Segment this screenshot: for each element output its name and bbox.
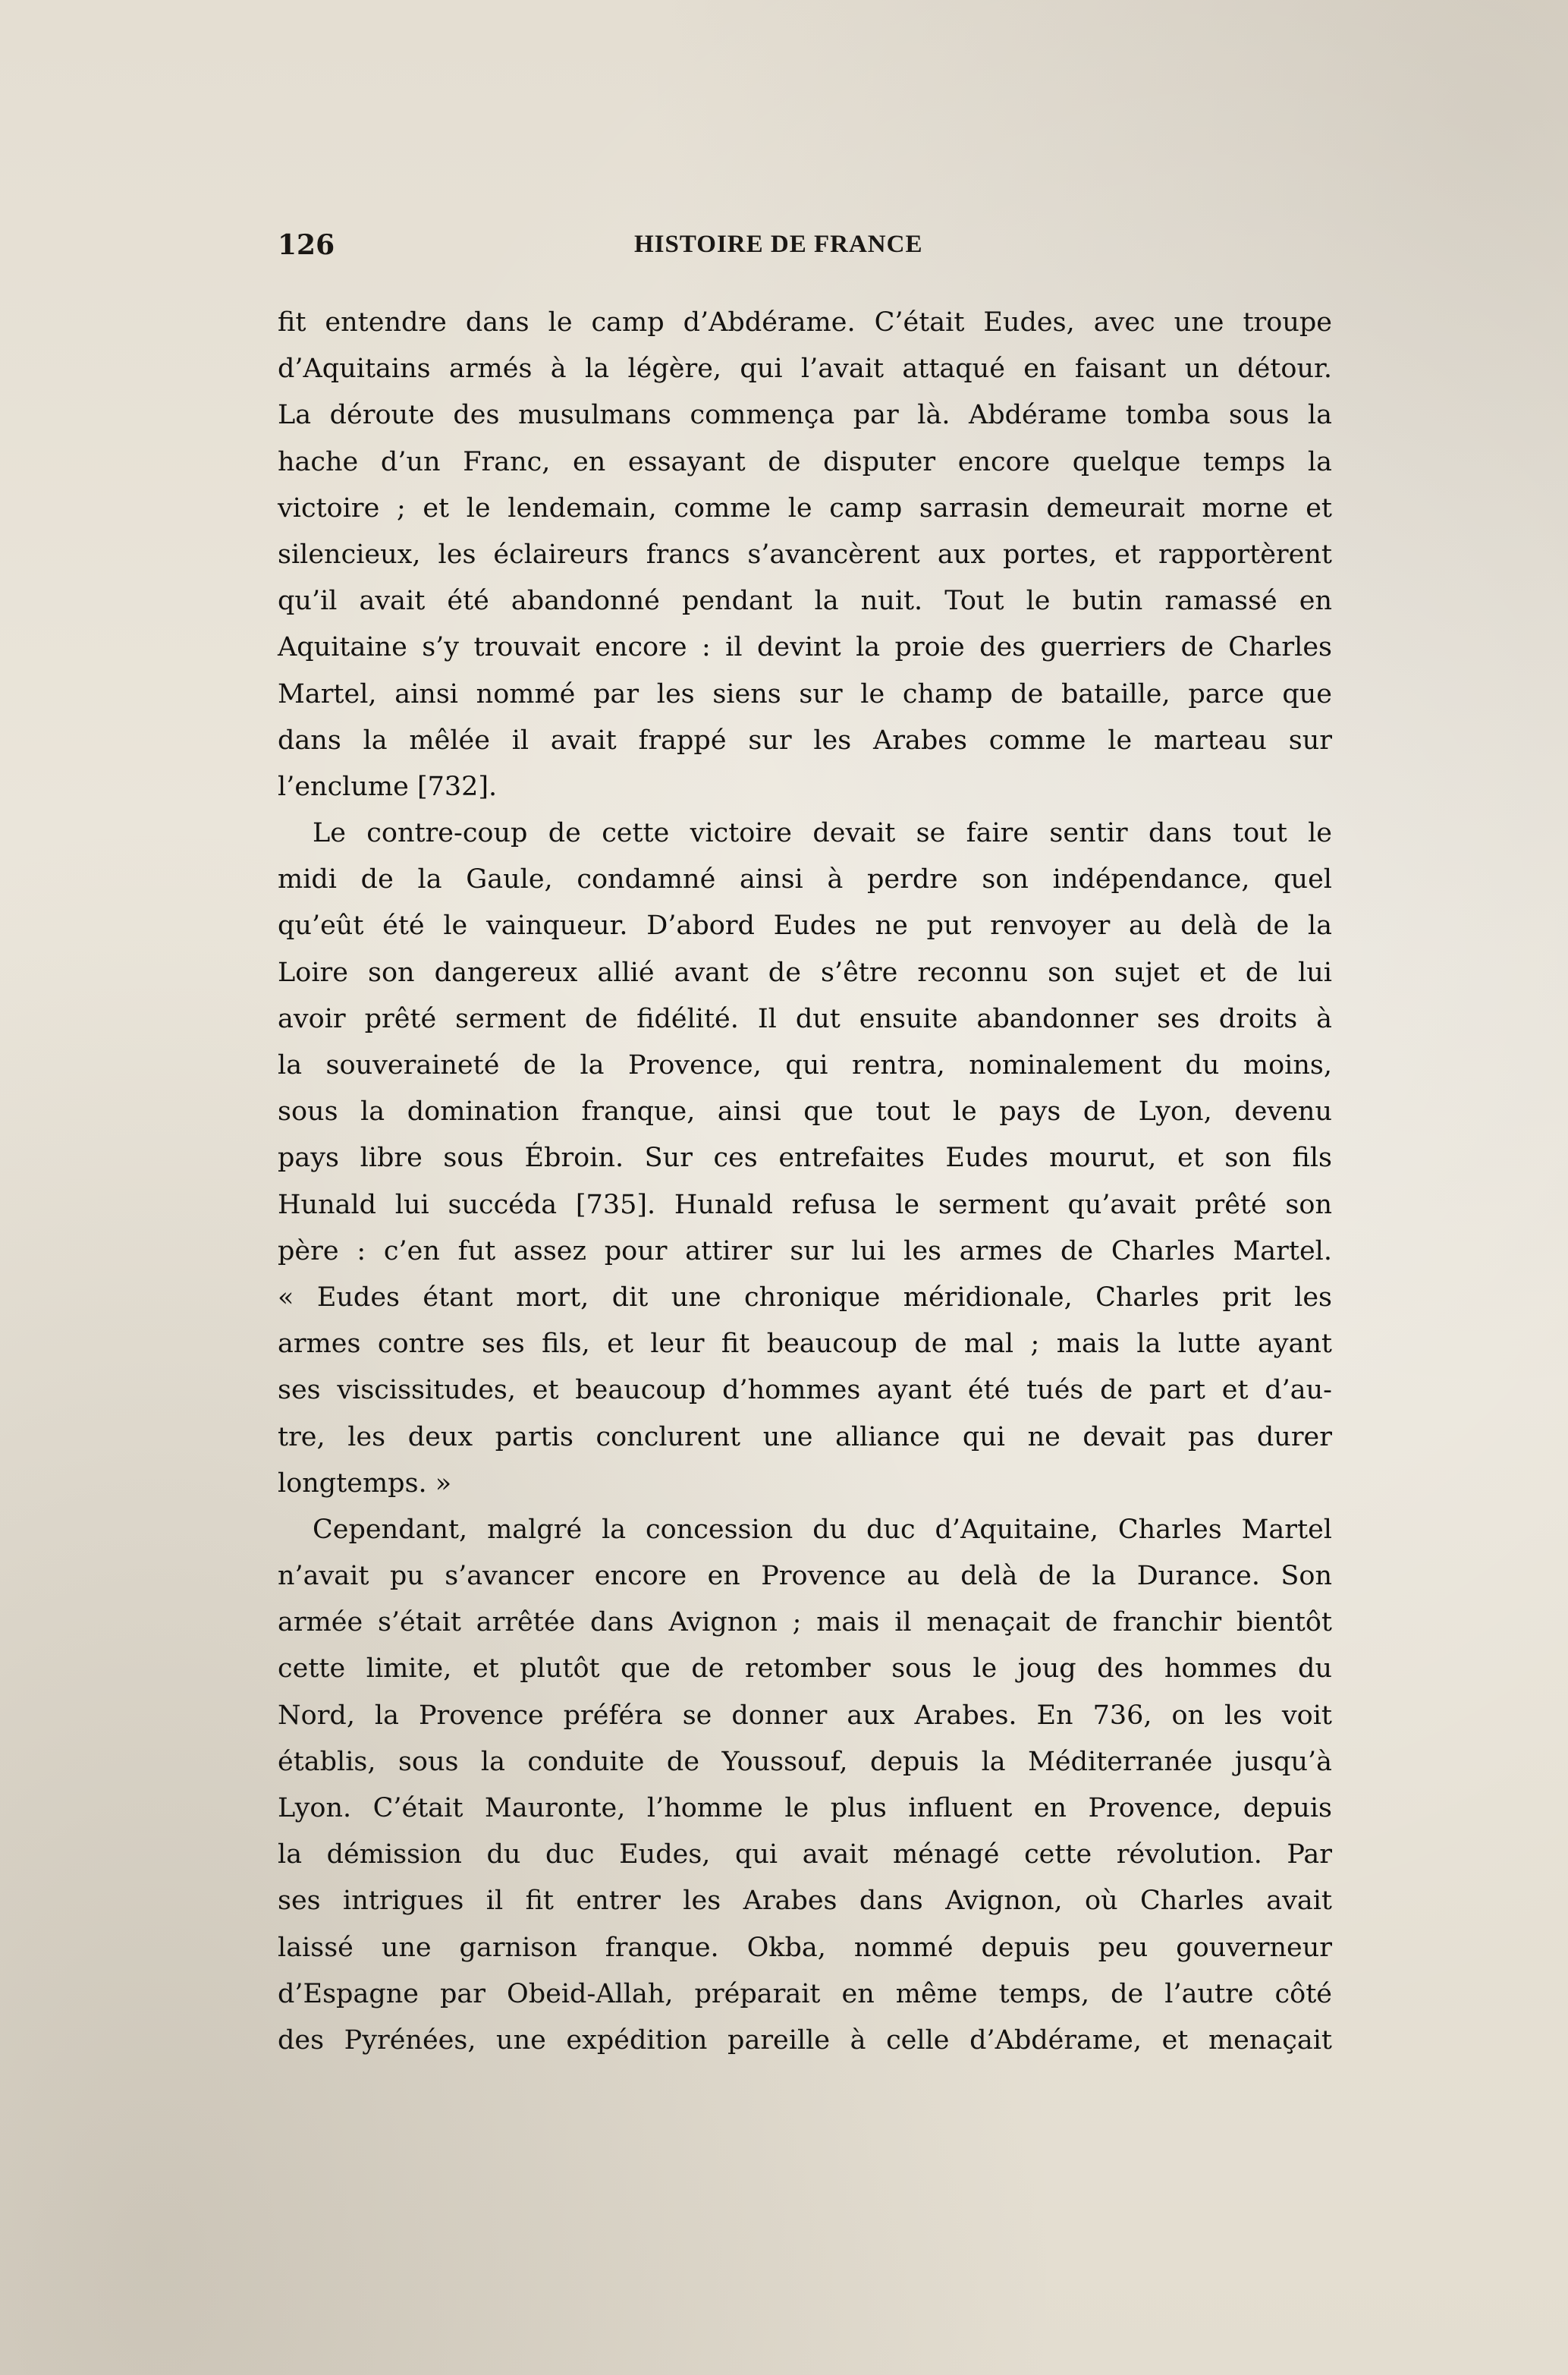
text-line: d’Espagne par Obeid-Allah, préparait en même temps, de l’autre côté: [278, 1978, 1332, 2009]
text-line: armée s’était arrêtée dans Avignon ; mais il menaçait de franchir bientôt: [278, 1607, 1332, 1638]
text-line: fit entendre dans le camp d’Abdérame. C’était Eudes, avec une troupe: [278, 307, 1332, 338]
text-line: midi de la Gaule, condamné ainsi à perdre son indépendance, quel: [278, 864, 1332, 895]
text-line: victoire ; et le lendemain, comme le camp sarrasin demeurait morne et: [278, 492, 1332, 524]
text-line: cette limite, et plutôt que de retomber sous le joug des hommes du: [278, 1653, 1332, 1685]
text-line: armes contre ses fils, et leur fit beaucoup de mal ; mais la lutte ayant: [278, 1329, 1332, 1360]
text-line: Nord, la Provence préféra se donner aux Arabes. En 736, on les voit: [278, 1700, 1332, 1731]
body-text: [278, 300, 1332, 2064]
text-line: dans la mêlée il avait frappé sur les Arabes comme le marteau sur: [278, 725, 1332, 756]
running-head: [278, 229, 1332, 267]
text-line: Aquitaine s’y trouvait encore : il devint la proie des guerriers de Charles: [278, 632, 1332, 663]
text-line: l’enclume [732].: [278, 771, 498, 802]
text-line: ses viscissitudes, et beaucoup d’hommes ayant été tués de part et d’au-: [278, 1375, 1332, 1406]
text-line: « Eudes étant mort, dit une chronique méridionale, Charles prit les: [278, 1282, 1332, 1313]
text-line: Loire son dangereux allié avant de s’être reconnu son sujet et de lui: [278, 957, 1332, 988]
text-line: La déroute des musulmans commença par là. Abdérame tomba sous la: [278, 400, 1332, 431]
text-line: établis, sous la conduite de Youssouf, depuis la Méditerranée jusqu’à: [278, 1746, 1332, 1777]
text-line: n’avait pu s’avancer encore en Provence au delà de la Durance. Son: [278, 1561, 1332, 1592]
text-line: silencieux, les éclaireurs francs s’avancèrent aux portes, et rapportèrent: [278, 539, 1332, 570]
text-line: père : c’en fut assez pour attirer sur lui les armes de Charles Martel.: [278, 1235, 1332, 1266]
paragraph-first-line: Cependant, malgré la concession du duc d’Aquitaine, Charles Martel: [313, 1514, 1332, 1545]
text-line: la démission du duc Eudes, qui avait ménagé cette révolution. Par: [278, 1839, 1332, 1870]
text-line: pays libre sous Ébroin. Sur ces entrefaites Eudes mourut, et son fils: [278, 1143, 1332, 1174]
page-number: 126: [278, 229, 335, 261]
text-line: qu’il avait été abandonné pendant la nuit. Tout le butin ramassé en: [278, 586, 1332, 617]
text-line: tre, les deux partis conclurent une alliance qui ne devait pas durer: [278, 1421, 1332, 1452]
text-line: qu’eût été le vainqueur. D’abord Eudes ne put renvoyer au delà de la: [278, 911, 1332, 942]
text-line: Martel, ainsi nommé par les siens sur le champ de bataille, parce que: [278, 678, 1332, 709]
text-line: ses intrigues il fit entrer les Arabes dans Avignon, où Charles avait: [278, 1886, 1332, 1917]
text-line: d’Aquitains armés à la légère, qui l’avait attaqué en faisant un détour.: [278, 354, 1332, 385]
text-line: avoir prêté serment de fidélité. Il dut ensuite abandonner ses droits à: [278, 1003, 1332, 1034]
text-line: longtemps. »: [278, 1467, 452, 1499]
text-line: Lyon. C’était Mauronte, l’homme le plus influent en Provence, depuis: [278, 1793, 1332, 1823]
paragraph-first-line: Le contre-coup de cette victoire devait se faire sentir dans tout le: [313, 818, 1332, 849]
running-title: HISTOIRE DE FRANCE: [634, 231, 923, 258]
text-line: des Pyrénées, une expédition pareille à celle d’Abdérame, et menaçait: [278, 2024, 1332, 2056]
text-line: la souveraineté de la Provence, qui rentra, nominalement du moins,: [278, 1050, 1332, 1081]
text-line: hache d’un Franc, en essayant de disputer encore quelque temps la: [278, 446, 1332, 477]
text-line: sous la domination franque, ainsi que tout le pays de Lyon, devenu: [278, 1096, 1332, 1128]
text-line: laissé une garnison franque. Okba, nommé depuis peu gouverneur: [278, 1932, 1332, 1963]
text-line: Hunald lui succéda [735]. Hunald refusa le serment qu’avait prêté son: [278, 1189, 1332, 1220]
